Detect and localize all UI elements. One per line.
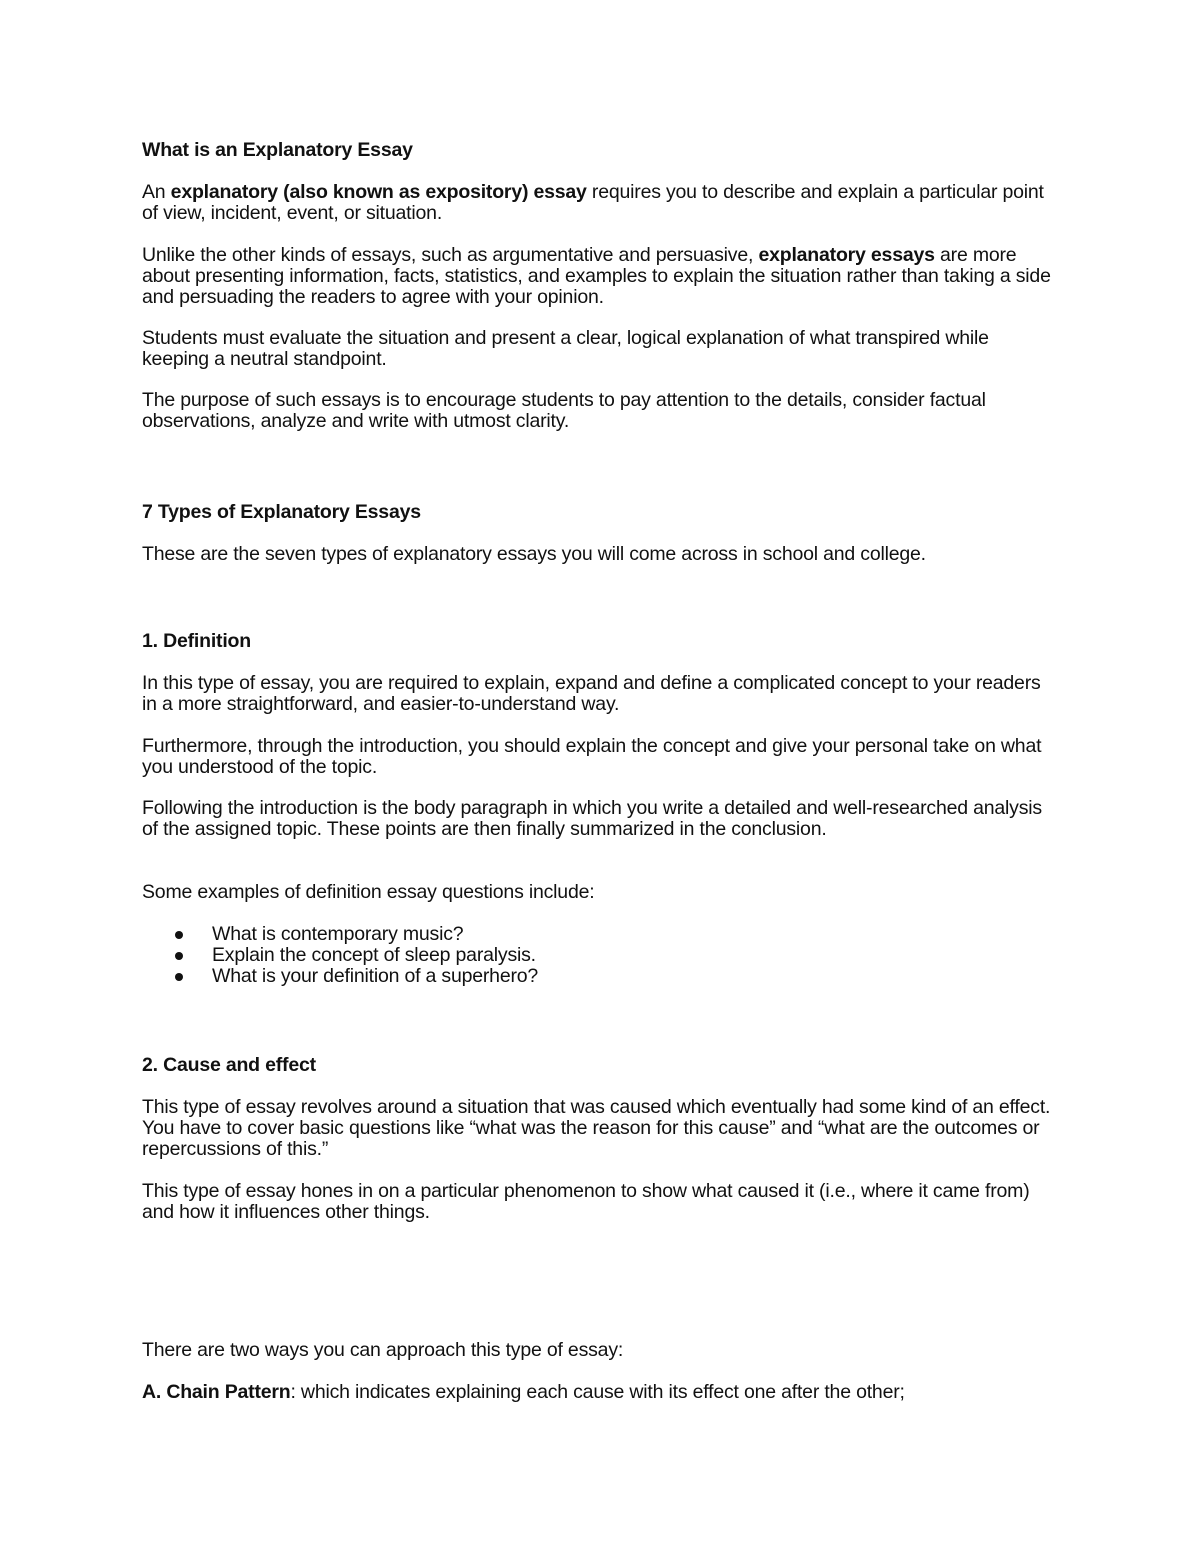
section-title-cause-effect: 2. Cause and effect — [142, 1054, 316, 1076]
list-item: Explain the concept of sleep paralysis. — [142, 945, 538, 966]
intro-p2-bold: explanatory essays — [758, 244, 935, 266]
definition-paragraph-4: Some examples of definition essay questions include: — [142, 881, 595, 903]
definition-paragraph-3: Following the introduction is the body paragraph in which you write a detailed and well-researched analysis of the assigned topic. These points are then finally summarized in the conclusion. — [142, 797, 1042, 840]
definition-examples-list — [142, 924, 538, 987]
section-title-types: 7 Types of Explanatory Essays — [142, 501, 421, 523]
intro-p1-lead: An — [142, 181, 171, 203]
chain-pattern-text: : which indicates explaining each cause with its effect one after the other; — [290, 1381, 905, 1403]
intro-paragraph-2 — [142, 245, 1057, 308]
bullet-icon — [175, 952, 183, 960]
list-item: What is your definition of a superhero? — [142, 966, 538, 987]
intro-p1-bold: explanatory (also known as expository) essay — [170, 181, 587, 203]
bullet-icon — [175, 931, 183, 939]
intro-paragraph-4: The purpose of such essays is to encourage students to pay attention to the details, consider factual observations, analyze and write with utmost clarity. — [142, 389, 986, 432]
definition-paragraph-1: In this type of essay, you are required to explain, expand and define a complicated concept to your readers in a more straightforward, and easier-to-understand way. — [142, 672, 1041, 715]
list-item: What is contemporary music? — [142, 924, 538, 945]
intro-paragraph-3: Students must evaluate the situation and present a clear, logical explanation of what transpired while keeping a neutral standpoint. — [142, 327, 989, 370]
intro-paragraph-1 — [142, 182, 1057, 224]
intro-p2-lead: Unlike the other kinds of essays, such as argumentative and persuasive, — [142, 244, 759, 266]
cause-effect-paragraph-1: This type of essay revolves around a situation that was caused which eventually had some kind of an effect. You have to cover basic questions like “what was the reason for this cause” and “what are the outcomes or repercussions of this.” — [142, 1096, 1051, 1160]
definition-paragraph-2: Furthermore, through the introduction, you should explain the concept and give your personal take on what you understood of the topic. — [142, 735, 1042, 778]
intro-p2-rest: are more about presenting information, facts, statistics, and examples to explain the situation rather than taking a side and persuading the readers to agree with your opinion. — [142, 244, 1051, 308]
types-paragraph: These are the seven types of explanatory essays you will come across in school and college. — [142, 543, 926, 565]
document-page — [142, 0, 1062, 1553]
section-title-definition: 1. Definition — [142, 630, 251, 652]
cause-effect-paragraph-2: This type of essay hones in on a particular phenomenon to show what caused it (i.e., where it came from) and how it influences other things. — [142, 1180, 1030, 1223]
chain-pattern-paragraph — [142, 1382, 1057, 1403]
cause-effect-paragraph-3: There are two ways you can approach this type of essay: — [142, 1339, 624, 1361]
section-title-what-is: What is an Explanatory Essay — [142, 139, 413, 161]
bullet-icon — [175, 973, 183, 981]
chain-pattern-label: A. Chain Pattern — [142, 1381, 291, 1403]
intro-p1-rest: requires you to describe and explain a particular point of view, incident, event, or situation. — [142, 181, 1044, 224]
